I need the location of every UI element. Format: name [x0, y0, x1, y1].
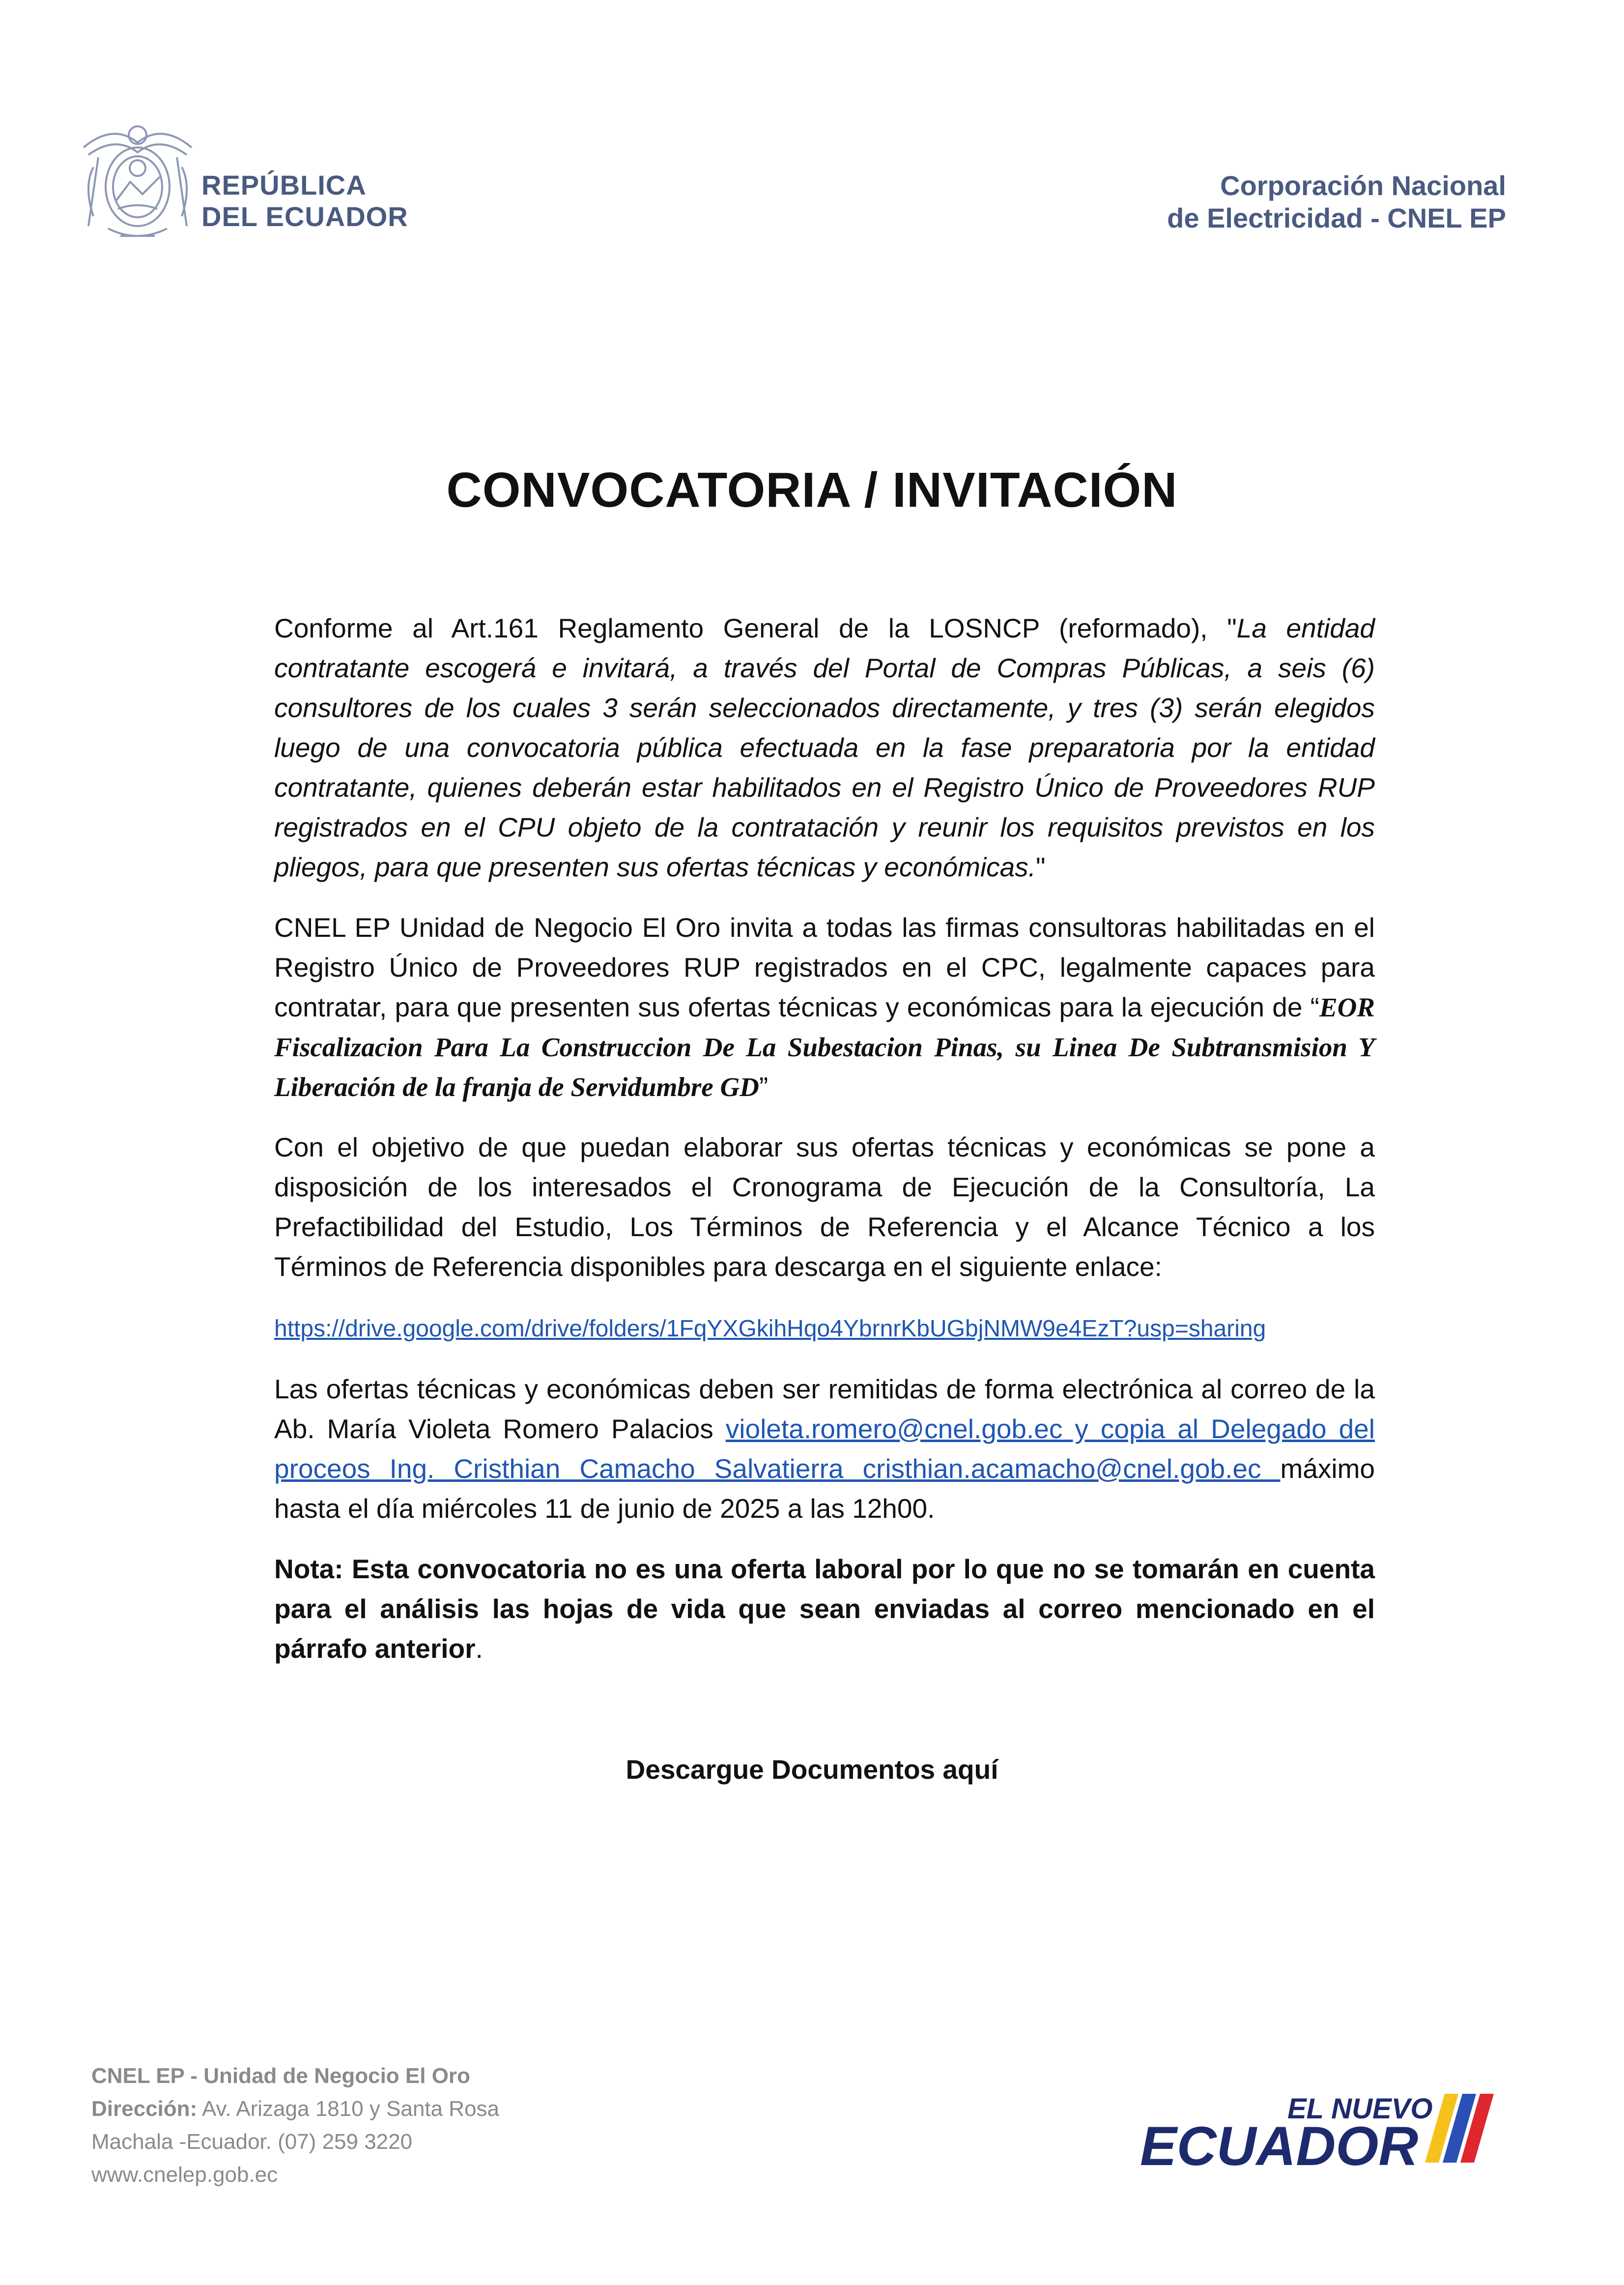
el-nuevo-ecuador-logo	[1130, 2084, 1523, 2182]
note-period: .	[475, 1633, 483, 1664]
legal-basis-lead: Conforme al Art.161 Reglamento General de la LOSNCP (reformado), "	[274, 613, 1237, 643]
paragraph-invitation	[274, 908, 1375, 1107]
logo-line-2: ECUADOR	[1140, 2115, 1419, 2177]
drive-link[interactable]: https://drive.google.com/drive/folders/1FqYXGkihHqo4YbrnrKbUGbjNMW9e4EzT?usp=sharing	[274, 1316, 1266, 1342]
paragraph-note	[274, 1549, 1375, 1669]
document-title: CONVOCATORIA / INVITACIÓN	[446, 463, 1178, 518]
download-documents-label[interactable]: Descargue Documentos aquí	[626, 1754, 998, 1785]
submission-lead: Las ofertas técnicas y económicas deben ser remitidas de forma electrónica al correo de la Ab. María Violeta Romero Palacios	[274, 1374, 1375, 1444]
footer-address-line	[91, 2092, 499, 2125]
paragraph-documents: Con el objetivo de que puedan elaborar sus ofertas técnicas y económicas se pone a disposición de los interesados el Cronograma de Ejecución de la Consultoría, La Prefactibilidad del Estudio, Los Términos de Referencia y el Alcance Técnico a los Términos de Referencia disponibles para descarga en el siguiente enlace:	[274, 1132, 1375, 1282]
invitation-close: ”	[759, 1071, 769, 1102]
invitation-lead: CNEL EP Unidad de Negocio El Oro invita a todas las firmas consultoras habilitadas en el Registro Único de Proveedores RUP registrados en el CPC, legalmente capaces para contratar, para que presenten sus ofertas técnicas y económicas para la ejecución de “	[274, 912, 1375, 1022]
footer-address-label: Dirección:	[91, 2097, 198, 2121]
document-body	[274, 608, 1375, 1689]
legal-quote-close: "	[1036, 852, 1046, 882]
footer-address-value: Av. Arizaga 1810 y Santa Rosa	[197, 2097, 499, 2121]
republic-line-1: REPÚBLICA	[201, 170, 367, 201]
note-text: Nota: Esta convocatoria no es una oferta laboral por lo que no se tomarán en cuenta para el análisis las hojas de vida que sean enviadas al correo mencionado en el párrafo anterior	[274, 1554, 1375, 1664]
project-name: EOR Fiscalizacion Para La Construccion De La Subestacion Pinas, su Linea De Subtransmision Y Liberación de la franja de Servidumbre GD	[274, 992, 1375, 1102]
republic-label	[201, 170, 408, 232]
footer-city-phone: Machala -Ecuador. (07) 259 3220	[91, 2130, 413, 2154]
logo-line-1: EL NUEVO	[1287, 2093, 1433, 2125]
paragraph-legal-basis	[274, 608, 1375, 887]
legal-quote: La entidad contratante escogerá e invitará, a través del Portal de Compras Públicas, a seis (6) consultores de los cuales 3 serán seleccionados directamente, y tres (3) serán elegidos luego de una convocatoria pública efectuada en la fase preparatoria por la entidad contratante, quienes deberán estar habilitados en el Registro Único de Proveedores RUP registrados en el CPU objeto de la contratación y reunir los requisitos previstos en los pliegos, para que presenten sus ofertas técnicas y económicas.	[274, 613, 1375, 882]
paragraph-drive-link	[274, 1307, 1375, 1349]
email-link[interactable]: violeta.romero@cnel.gob.ec y copia al Delegado del proceos Ing. Cristhian Camacho Salvatierra cristhian.acamacho@cnel.gob.ec	[274, 1414, 1375, 1484]
republic-line-2: DEL ECUADOR	[201, 201, 408, 232]
corporation-line-1: Corporación Nacional	[1220, 170, 1506, 201]
paragraph-submission	[274, 1369, 1375, 1529]
footer-website[interactable]: www.cnelep.gob.ec	[91, 2163, 278, 2187]
footer-address	[91, 2059, 499, 2191]
footer-unit: CNEL EP - Unidad de Negocio El Oro	[91, 2064, 470, 2088]
submission-deadline: máximo hasta el día miércoles 11 de junio de 2025 a las 12h00.	[274, 1453, 1375, 1524]
corporation-line-2: de Electricidad - CNEL EP	[1167, 202, 1506, 233]
corporation-label	[1167, 170, 1506, 234]
